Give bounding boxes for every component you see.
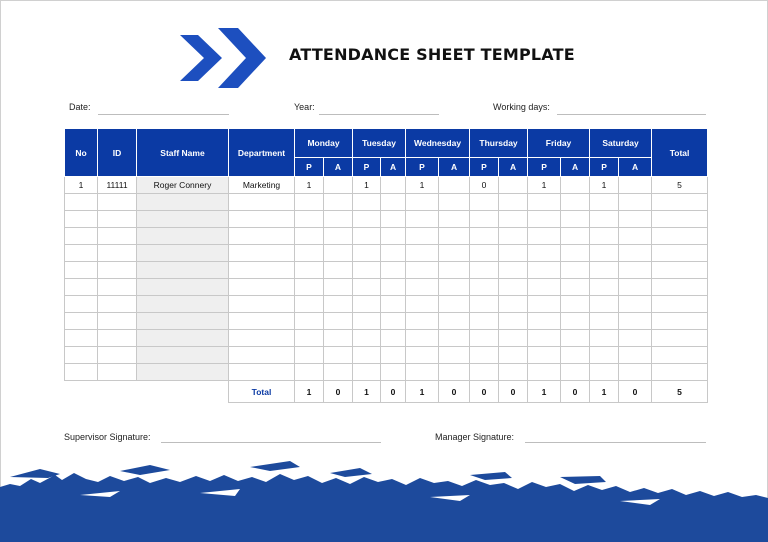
year-field[interactable]: [319, 114, 439, 115]
cell-attendance[interactable]: [295, 330, 324, 347]
cell-attendance[interactable]: [439, 245, 470, 262]
cell-attendance[interactable]: [324, 245, 353, 262]
cell-department[interactable]: [229, 364, 295, 381]
cell-attendance[interactable]: [406, 194, 439, 211]
cell-attendance[interactable]: [295, 313, 324, 330]
header-day-monday: Monday: [295, 129, 353, 158]
cell-attendance[interactable]: [528, 262, 561, 279]
cell-attendance[interactable]: [353, 347, 381, 364]
cell-total[interactable]: [652, 313, 708, 330]
supervisor-signature-field[interactable]: [161, 442, 381, 443]
cell-attendance[interactable]: [499, 330, 528, 347]
cell-attendance[interactable]: [561, 296, 590, 313]
header-id: ID: [98, 129, 137, 177]
total-attendance-cell: 0: [619, 381, 652, 403]
cell-attendance[interactable]: 1: [295, 177, 324, 194]
cell-attendance[interactable]: [406, 296, 439, 313]
header-day-tuesday: Tuesday: [353, 129, 406, 158]
cell-attendance[interactable]: [381, 296, 406, 313]
cell-attendance[interactable]: [499, 296, 528, 313]
cell-attendance[interactable]: [439, 330, 470, 347]
cell-attendance[interactable]: [528, 194, 561, 211]
cell-attendance[interactable]: [499, 177, 528, 194]
cell-department[interactable]: [229, 228, 295, 245]
cell-id[interactable]: 11111: [98, 177, 137, 194]
header-absent-wednesday: A: [439, 158, 470, 177]
table-row: [65, 228, 708, 245]
cell-attendance[interactable]: [439, 347, 470, 364]
cell-attendance[interactable]: [439, 228, 470, 245]
total-attendance-cell: 0: [470, 381, 499, 403]
cell-id[interactable]: [98, 262, 137, 279]
cell-no[interactable]: [65, 194, 98, 211]
cell-attendance[interactable]: [561, 313, 590, 330]
cell-no[interactable]: [65, 211, 98, 228]
header-present-wednesday: P: [406, 158, 439, 177]
cell-total[interactable]: [652, 296, 708, 313]
cell-attendance[interactable]: [619, 177, 652, 194]
attendance-body: [65, 177, 708, 403]
header-absent-monday: A: [324, 158, 353, 177]
cell-attendance[interactable]: [619, 245, 652, 262]
cell-attendance[interactable]: [406, 228, 439, 245]
cell-attendance[interactable]: [470, 211, 499, 228]
cell-id[interactable]: [98, 364, 137, 381]
cell-attendance[interactable]: [528, 279, 561, 296]
cell-attendance[interactable]: [381, 279, 406, 296]
cell-attendance[interactable]: [561, 330, 590, 347]
cell-attendance[interactable]: [619, 194, 652, 211]
cell-attendance[interactable]: [439, 262, 470, 279]
totals-spacer: [65, 381, 229, 403]
cell-attendance[interactable]: [324, 177, 353, 194]
cell-attendance[interactable]: [439, 194, 470, 211]
cell-staff-name[interactable]: [137, 330, 229, 347]
cell-attendance[interactable]: [324, 330, 353, 347]
cell-department[interactable]: [229, 296, 295, 313]
cell-attendance[interactable]: [324, 279, 353, 296]
cell-attendance[interactable]: [381, 194, 406, 211]
cell-attendance[interactable]: [406, 330, 439, 347]
cell-attendance[interactable]: [439, 296, 470, 313]
cell-id[interactable]: [98, 347, 137, 364]
cell-attendance[interactable]: [381, 347, 406, 364]
cell-attendance[interactable]: [528, 228, 561, 245]
table-row: [65, 313, 708, 330]
cell-attendance[interactable]: [470, 262, 499, 279]
cell-attendance[interactable]: [619, 347, 652, 364]
cell-attendance[interactable]: [439, 177, 470, 194]
cell-attendance[interactable]: [499, 228, 528, 245]
cell-department[interactable]: [229, 245, 295, 262]
header-present-thursday: P: [470, 158, 499, 177]
cell-attendance[interactable]: [381, 262, 406, 279]
table-row: [65, 279, 708, 296]
cell-department[interactable]: [229, 194, 295, 211]
table-row: [65, 364, 708, 381]
cell-attendance[interactable]: [406, 245, 439, 262]
cell-attendance[interactable]: [324, 211, 353, 228]
cell-attendance[interactable]: [470, 296, 499, 313]
cell-id[interactable]: [98, 228, 137, 245]
cell-total[interactable]: [652, 245, 708, 262]
cell-attendance[interactable]: [561, 347, 590, 364]
cell-id[interactable]: [98, 330, 137, 347]
cell-no[interactable]: [65, 228, 98, 245]
cell-no[interactable]: [65, 279, 98, 296]
cell-attendance[interactable]: [619, 262, 652, 279]
cell-attendance[interactable]: [470, 330, 499, 347]
cell-attendance[interactable]: 1: [528, 177, 561, 194]
cell-attendance[interactable]: [499, 364, 528, 381]
cell-attendance[interactable]: [381, 228, 406, 245]
cell-no[interactable]: [65, 364, 98, 381]
cell-no[interactable]: 1: [65, 177, 98, 194]
cell-staff-name[interactable]: [137, 364, 229, 381]
cell-id[interactable]: [98, 211, 137, 228]
cell-attendance[interactable]: [295, 211, 324, 228]
cell-attendance[interactable]: [619, 330, 652, 347]
grand-total-cell: 5: [652, 381, 708, 403]
cell-department[interactable]: [229, 330, 295, 347]
table-row: [65, 347, 708, 364]
cell-id[interactable]: [98, 245, 137, 262]
cell-staff-name[interactable]: [137, 228, 229, 245]
cell-attendance[interactable]: [353, 296, 381, 313]
cell-attendance[interactable]: [561, 228, 590, 245]
header-present-friday: P: [528, 158, 561, 177]
total-attendance-cell: 0: [381, 381, 406, 403]
cell-department[interactable]: [229, 279, 295, 296]
cell-attendance[interactable]: [295, 364, 324, 381]
cell-staff-name[interactable]: [137, 313, 229, 330]
cell-attendance[interactable]: [619, 211, 652, 228]
cell-attendance[interactable]: [406, 364, 439, 381]
cell-attendance[interactable]: [295, 194, 324, 211]
cell-id[interactable]: [98, 194, 137, 211]
cell-attendance[interactable]: [590, 313, 619, 330]
cell-attendance[interactable]: [439, 313, 470, 330]
cell-attendance[interactable]: [528, 364, 561, 381]
cell-department[interactable]: [229, 262, 295, 279]
cell-attendance[interactable]: [619, 296, 652, 313]
cell-total[interactable]: 5: [652, 177, 708, 194]
cell-staff-name[interactable]: [137, 211, 229, 228]
totals-label: Total: [229, 381, 295, 403]
header-no: No: [65, 129, 98, 177]
double-chevron-logo-icon: [178, 27, 268, 89]
cell-attendance[interactable]: [381, 177, 406, 194]
cell-attendance[interactable]: [561, 194, 590, 211]
cell-attendance[interactable]: [619, 279, 652, 296]
total-attendance-cell: 0: [324, 381, 353, 403]
cell-attendance[interactable]: [353, 262, 381, 279]
cell-attendance[interactable]: [324, 347, 353, 364]
header-department: Department: [229, 129, 295, 177]
cell-attendance[interactable]: [499, 347, 528, 364]
cell-staff-name[interactable]: [137, 245, 229, 262]
cell-attendance[interactable]: [499, 313, 528, 330]
cell-total[interactable]: [652, 364, 708, 381]
cell-attendance[interactable]: 1: [590, 177, 619, 194]
total-attendance-cell: 1: [406, 381, 439, 403]
cell-attendance[interactable]: [528, 245, 561, 262]
cell-attendance[interactable]: [295, 347, 324, 364]
cell-attendance[interactable]: [470, 194, 499, 211]
cell-attendance[interactable]: [381, 245, 406, 262]
total-attendance-cell: 0: [439, 381, 470, 403]
cell-id[interactable]: [98, 296, 137, 313]
cell-attendance[interactable]: [295, 262, 324, 279]
cell-attendance[interactable]: [590, 296, 619, 313]
cell-attendance[interactable]: [353, 313, 381, 330]
cell-attendance[interactable]: [353, 330, 381, 347]
cell-attendance[interactable]: [353, 211, 381, 228]
cell-attendance[interactable]: [295, 245, 324, 262]
total-attendance-cell: 1: [353, 381, 381, 403]
cell-attendance[interactable]: [499, 279, 528, 296]
cell-attendance[interactable]: [590, 262, 619, 279]
cell-department[interactable]: [229, 313, 295, 330]
cell-attendance[interactable]: [499, 194, 528, 211]
cell-attendance[interactable]: [619, 228, 652, 245]
cell-attendance[interactable]: [499, 211, 528, 228]
cell-attendance[interactable]: [295, 228, 324, 245]
cell-attendance[interactable]: [619, 364, 652, 381]
cell-attendance[interactable]: [590, 245, 619, 262]
cell-attendance[interactable]: [470, 245, 499, 262]
cell-no[interactable]: [65, 245, 98, 262]
cell-staff-name[interactable]: [137, 194, 229, 211]
table-row: [65, 330, 708, 347]
cell-staff-name[interactable]: [137, 296, 229, 313]
cell-no[interactable]: [65, 313, 98, 330]
cell-attendance[interactable]: [324, 228, 353, 245]
total-attendance-cell: 1: [528, 381, 561, 403]
header-absent-saturday: A: [619, 158, 652, 177]
header-present-monday: P: [295, 158, 324, 177]
cell-attendance[interactable]: [528, 211, 561, 228]
cell-total[interactable]: [652, 262, 708, 279]
cell-attendance[interactable]: [406, 211, 439, 228]
cell-attendance[interactable]: [295, 296, 324, 313]
header-day-saturday: Saturday: [590, 129, 652, 158]
cell-department[interactable]: Marketing: [229, 177, 295, 194]
table-row: [65, 211, 708, 228]
cell-attendance[interactable]: [561, 364, 590, 381]
cell-attendance[interactable]: [381, 330, 406, 347]
cell-total[interactable]: [652, 279, 708, 296]
cell-attendance[interactable]: [561, 262, 590, 279]
cell-attendance[interactable]: [561, 177, 590, 194]
cell-total[interactable]: [652, 194, 708, 211]
cell-no[interactable]: [65, 330, 98, 347]
cell-attendance[interactable]: [470, 364, 499, 381]
cell-attendance[interactable]: [470, 228, 499, 245]
cell-attendance[interactable]: [528, 347, 561, 364]
cell-attendance[interactable]: [324, 296, 353, 313]
cell-attendance[interactable]: [470, 347, 499, 364]
supervisor-signature-label: Supervisor Signature:: [64, 432, 151, 442]
cell-attendance[interactable]: [381, 211, 406, 228]
cell-no[interactable]: [65, 347, 98, 364]
cell-staff-name[interactable]: [137, 279, 229, 296]
header-absent-thursday: A: [499, 158, 528, 177]
manager-signature-label: Manager Signature:: [435, 432, 515, 442]
total-attendance-cell: 1: [590, 381, 619, 403]
table-row: [65, 262, 708, 279]
cell-attendance[interactable]: [590, 347, 619, 364]
header-present-tuesday: P: [353, 158, 381, 177]
cell-attendance[interactable]: [324, 313, 353, 330]
header-present-saturday: P: [590, 158, 619, 177]
cell-attendance[interactable]: [353, 245, 381, 262]
cell-attendance[interactable]: [528, 296, 561, 313]
cell-attendance[interactable]: [619, 313, 652, 330]
year-label: Year:: [294, 102, 315, 112]
cell-attendance[interactable]: [590, 194, 619, 211]
cell-attendance[interactable]: [353, 364, 381, 381]
cell-staff-name[interactable]: [137, 347, 229, 364]
date-field[interactable]: [98, 114, 229, 115]
cell-attendance[interactable]: [406, 262, 439, 279]
cell-attendance[interactable]: [353, 279, 381, 296]
cell-department[interactable]: [229, 347, 295, 364]
header-absent-friday: A: [561, 158, 590, 177]
cell-staff-name[interactable]: Roger Connery: [137, 177, 229, 194]
cell-attendance[interactable]: [590, 211, 619, 228]
total-attendance-cell: 0: [561, 381, 590, 403]
cell-total[interactable]: [652, 228, 708, 245]
header-day-wednesday: Wednesday: [406, 129, 470, 158]
cell-attendance[interactable]: [324, 262, 353, 279]
cell-total[interactable]: [652, 211, 708, 228]
cell-attendance[interactable]: [470, 279, 499, 296]
cell-attendance[interactable]: [561, 245, 590, 262]
working-days-label: Working days:: [493, 102, 550, 112]
header-absent-tuesday: A: [381, 158, 406, 177]
cell-attendance[interactable]: [528, 313, 561, 330]
date-label: Date:: [69, 102, 91, 112]
cell-no[interactable]: [65, 296, 98, 313]
cell-attendance[interactable]: [590, 228, 619, 245]
table-row: [65, 296, 708, 313]
manager-signature-field[interactable]: [525, 442, 706, 443]
table-row: [65, 194, 708, 211]
cell-attendance[interactable]: [324, 194, 353, 211]
cell-attendance[interactable]: [590, 279, 619, 296]
brush-stroke-footer: [0, 455, 768, 542]
header-staff-name: Staff Name: [137, 129, 229, 177]
cell-attendance[interactable]: [406, 347, 439, 364]
header-day-friday: Friday: [528, 129, 590, 158]
cell-attendance[interactable]: [590, 364, 619, 381]
attendance-table: [64, 128, 708, 403]
cell-attendance[interactable]: [406, 313, 439, 330]
working-days-field[interactable]: [557, 114, 706, 115]
cell-attendance[interactable]: [406, 279, 439, 296]
cell-attendance[interactable]: 1: [406, 177, 439, 194]
table-row: [65, 177, 708, 194]
cell-total[interactable]: [652, 347, 708, 364]
cell-staff-name[interactable]: [137, 262, 229, 279]
cell-attendance[interactable]: [561, 211, 590, 228]
cell-attendance[interactable]: [381, 313, 406, 330]
cell-attendance[interactable]: [381, 364, 406, 381]
header-day-thursday: Thursday: [470, 129, 528, 158]
table-row: [65, 245, 708, 262]
page-title: ATTENDANCE SHEET TEMPLATE: [289, 45, 575, 64]
cell-total[interactable]: [652, 330, 708, 347]
cell-id[interactable]: [98, 313, 137, 330]
cell-attendance[interactable]: [439, 279, 470, 296]
cell-attendance[interactable]: [324, 364, 353, 381]
total-attendance-cell: 1: [295, 381, 324, 403]
header-total: Total: [652, 129, 708, 177]
cell-attendance[interactable]: [295, 279, 324, 296]
cell-department[interactable]: [229, 211, 295, 228]
cell-attendance[interactable]: [353, 228, 381, 245]
cell-attendance[interactable]: [590, 330, 619, 347]
cell-attendance[interactable]: [439, 364, 470, 381]
totals-row: [65, 381, 708, 403]
cell-attendance[interactable]: [561, 279, 590, 296]
cell-attendance[interactable]: [499, 245, 528, 262]
cell-attendance[interactable]: [439, 211, 470, 228]
cell-no[interactable]: [65, 262, 98, 279]
cell-attendance[interactable]: [499, 262, 528, 279]
cell-attendance[interactable]: [353, 194, 381, 211]
cell-attendance[interactable]: 0: [470, 177, 499, 194]
cell-attendance[interactable]: [528, 330, 561, 347]
cell-id[interactable]: [98, 279, 137, 296]
total-attendance-cell: 0: [499, 381, 528, 403]
cell-attendance[interactable]: 1: [353, 177, 381, 194]
cell-attendance[interactable]: [470, 313, 499, 330]
